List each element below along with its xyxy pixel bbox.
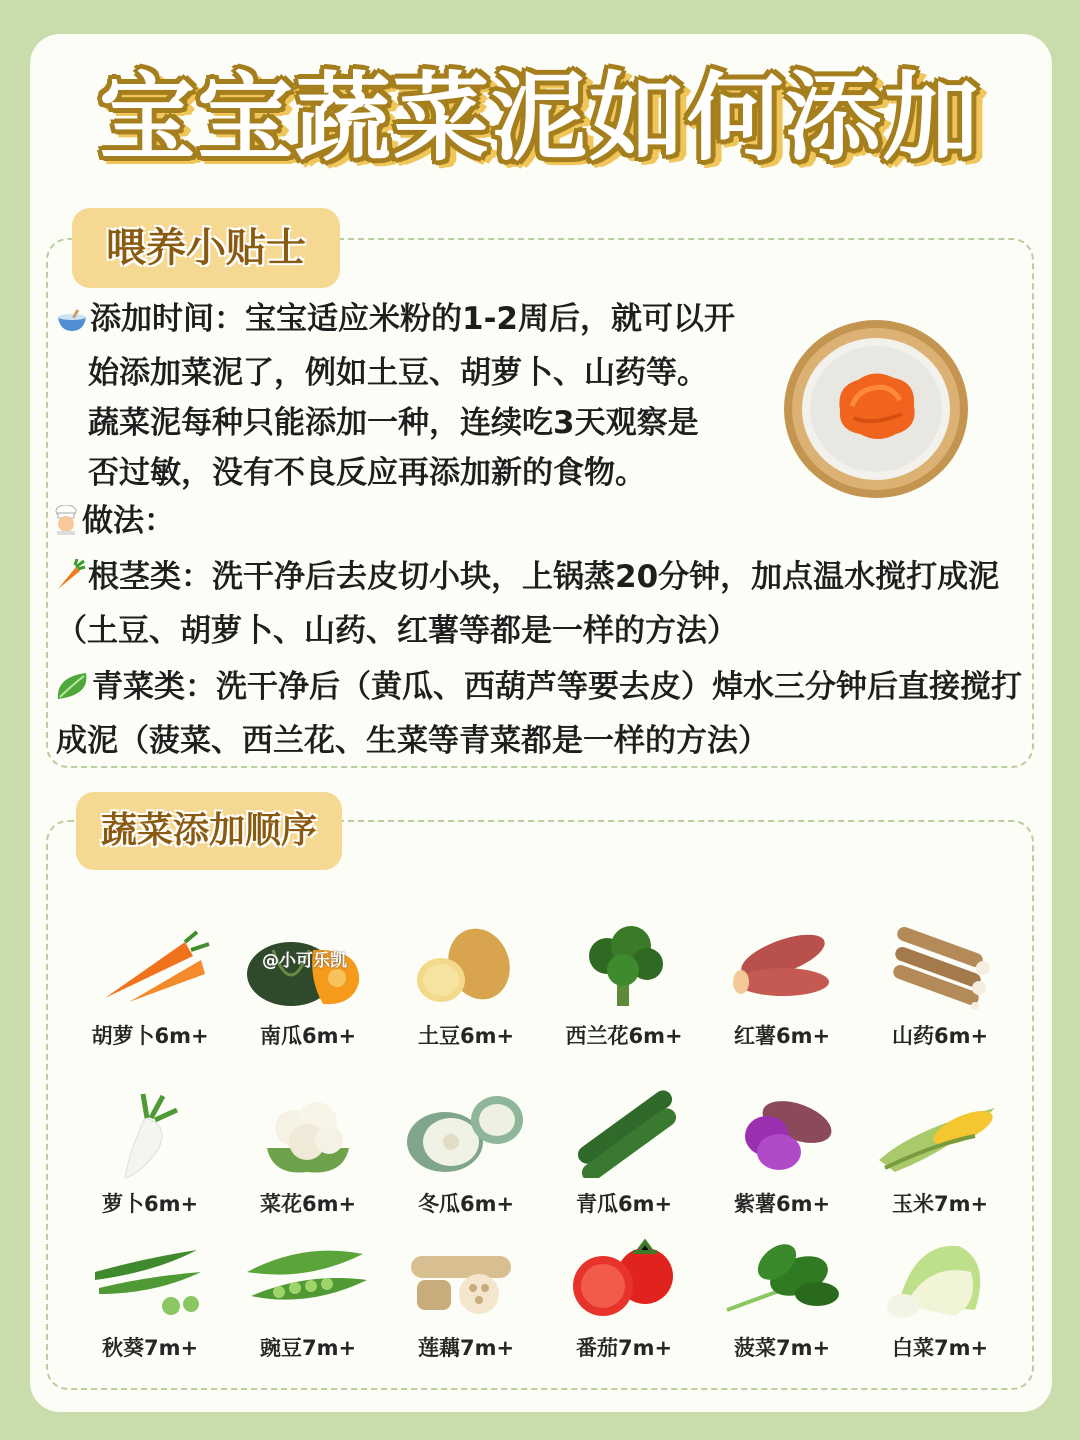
list-item bbox=[702, 920, 862, 1050]
yam-icon bbox=[875, 920, 1005, 1010]
item-label: 秋葵7m+ bbox=[101, 1336, 199, 1360]
item-label: 莲藕7m+ bbox=[417, 1336, 515, 1360]
list-item bbox=[702, 1088, 862, 1218]
item-label: 萝卜6m+ bbox=[101, 1192, 199, 1216]
carrot-emoji-icon bbox=[56, 556, 86, 606]
feeding-time-line2: 始添加菜泥了，例如土豆、胡萝卜、山药等。 bbox=[88, 355, 708, 391]
spinach-icon bbox=[717, 1232, 847, 1322]
root-vegetable-text bbox=[56, 552, 1032, 656]
item-label: 红薯6m+ bbox=[733, 1024, 831, 1048]
item-label: 豌豆7m+ bbox=[259, 1336, 357, 1360]
carrot-icon bbox=[85, 920, 215, 1010]
list-item bbox=[544, 1232, 704, 1362]
list-item bbox=[70, 1088, 230, 1218]
item-label: 南瓜6m+ bbox=[259, 1024, 357, 1048]
potato-icon bbox=[401, 920, 531, 1010]
item-label: 冬瓜6m+ bbox=[417, 1192, 515, 1216]
cucumber-icon bbox=[559, 1088, 689, 1178]
item-label: 玉米7m+ bbox=[891, 1192, 989, 1216]
list-item bbox=[702, 1232, 862, 1362]
item-label: 土豆6m+ bbox=[417, 1024, 515, 1048]
purple-potato-icon bbox=[717, 1088, 847, 1178]
item-label: 青瓜6m+ bbox=[575, 1192, 673, 1216]
list-item bbox=[386, 1088, 546, 1218]
lotus-root-icon bbox=[401, 1232, 531, 1322]
pea-icon bbox=[243, 1232, 373, 1322]
method-label-text: 做法： bbox=[82, 503, 175, 539]
okra-icon bbox=[85, 1232, 215, 1322]
feeding-time-line1: 添加时间：宝宝适应米粉的1-2周后，就可以开 bbox=[90, 301, 736, 337]
list-item bbox=[70, 920, 230, 1050]
cabbage-icon bbox=[875, 1232, 1005, 1322]
feeding-time-text bbox=[56, 294, 800, 498]
item-label: 胡萝卜6m+ bbox=[91, 1024, 209, 1048]
list-item bbox=[860, 1232, 1020, 1362]
item-label: 白菜7m+ bbox=[891, 1336, 989, 1360]
list-item bbox=[386, 920, 546, 1050]
bowl-icon bbox=[56, 298, 88, 348]
carrot-puree-bowl-image bbox=[782, 318, 970, 500]
list-item bbox=[228, 1088, 388, 1218]
list-item bbox=[860, 1088, 1020, 1218]
list-item bbox=[386, 1232, 546, 1362]
method-label bbox=[52, 496, 452, 550]
list-item bbox=[544, 920, 704, 1050]
sweet-potato-icon bbox=[717, 920, 847, 1010]
broccoli-icon bbox=[559, 920, 689, 1010]
order-heading: 蔬菜添加顺序 bbox=[76, 792, 342, 870]
radish-icon bbox=[85, 1088, 215, 1178]
watermark-text: @小可乐凯 bbox=[262, 951, 347, 971]
list-item bbox=[544, 1088, 704, 1218]
chef-icon bbox=[52, 500, 80, 550]
item-label: 山药6m+ bbox=[891, 1024, 989, 1048]
item-label: 菜花6m+ bbox=[259, 1192, 357, 1216]
item-label: 紫薯6m+ bbox=[733, 1192, 831, 1216]
green-vegetable-text bbox=[56, 662, 1032, 766]
item-label: 番茄7m+ bbox=[575, 1336, 673, 1360]
tomato-icon bbox=[559, 1232, 689, 1322]
feeding-time-line4: 否过敏，没有不良反应再添加新的食物。 bbox=[88, 455, 646, 491]
list-item bbox=[228, 1232, 388, 1362]
root-vegetable-desc: 根茎类：洗干净后去皮切小块，上锅蒸20分钟，加点温水搅打成泥（土豆、胡萝卜、山药、红薯等都是一样的方法） bbox=[56, 559, 1000, 649]
green-vegetable-desc: 青菜类：洗干净后（黄瓜、西葫芦等要去皮）焯水三分钟后直接搅打成泥（菠菜、西兰花、生菜等青菜都是一样的方法） bbox=[56, 669, 1022, 759]
corn-icon bbox=[875, 1088, 1005, 1178]
list-item bbox=[70, 1232, 230, 1362]
list-item bbox=[228, 920, 388, 1050]
winter-melon-icon bbox=[401, 1088, 531, 1178]
item-label: 菠菜7m+ bbox=[733, 1336, 831, 1360]
list-item bbox=[860, 920, 1020, 1050]
tips-heading: 喂养小贴士 bbox=[72, 208, 340, 288]
feeding-time-line3: 蔬菜泥每种只能添加一种，连续吃3天观察是 bbox=[88, 405, 699, 441]
page-title: 宝宝蔬菜泥如何添加 bbox=[99, 62, 981, 174]
item-label: 西兰花6m+ bbox=[565, 1024, 683, 1048]
cauliflower-icon bbox=[243, 1088, 373, 1178]
leafy-green-icon bbox=[56, 666, 90, 716]
